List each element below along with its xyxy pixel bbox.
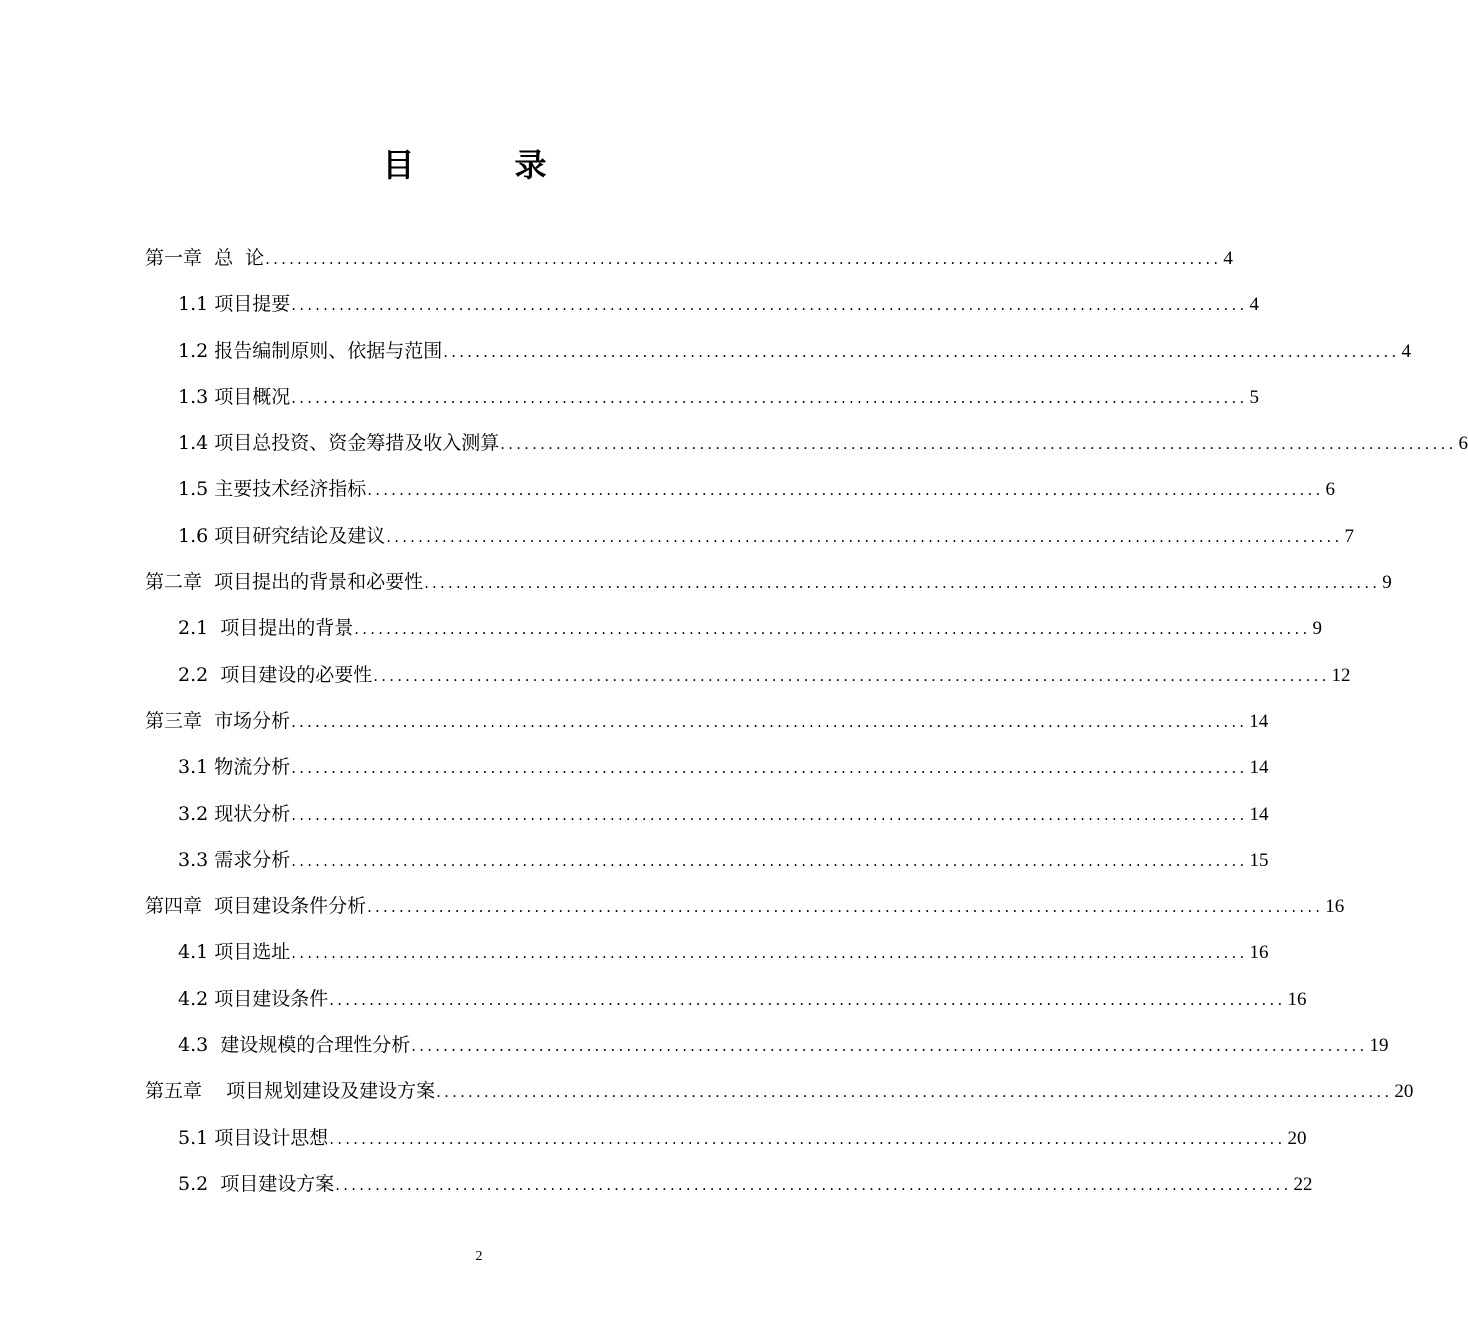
toc-section-entry[interactable]: [145, 1120, 1307, 1166]
toc-section-entry[interactable]: [145, 610, 1322, 656]
toc-entry-label: 3.3 需求分析: [178, 848, 291, 871]
toc-dot-leader: ........................................................................................................................: [265, 250, 1222, 268]
toc-entry-label: 2.1 项目提出的背景: [178, 617, 354, 640]
toc-entry-page: 15: [1249, 849, 1269, 871]
toc-entry-label: 第五章 项目规划建设及建设方案: [145, 1080, 436, 1103]
toc-chapter-entry[interactable]: [145, 888, 1345, 934]
toc-entry-label: 1.1 项目提要: [178, 293, 291, 316]
toc-entry-label: 1.5 主要技术经济指标: [178, 478, 367, 501]
toc-entry-page: 20: [1287, 1127, 1307, 1149]
toc-section-entry[interactable]: [145, 333, 1411, 379]
toc-section-entry[interactable]: [145, 842, 1269, 888]
toc-dot-leader: ........................................................................................................................: [291, 712, 1248, 731]
toc-entry-page: 9: [1312, 618, 1322, 640]
toc-entry-label: 5.2 项目建设方案: [178, 1172, 335, 1195]
page-number: 2: [475, 1249, 483, 1264]
toc-dot-leader: ........................................................................................................................: [443, 342, 1400, 361]
toc-section-entry[interactable]: [145, 657, 1351, 703]
toc-section-entry[interactable]: [145, 934, 1269, 980]
toc-entry-label: 第四章 项目建设条件分析: [145, 895, 367, 918]
toc-chapter-entry[interactable]: [145, 564, 1392, 610]
toc-dot-leader: ........................................................................................................................: [373, 666, 1330, 685]
toc-entry-label: 5.1 项目设计思想: [178, 1126, 329, 1149]
toc-dot-leader: ........................................................................................................................: [386, 527, 1343, 546]
toc-section-entry[interactable]: [145, 518, 1354, 564]
toc-entry-page: 4: [1249, 294, 1259, 316]
toc-dot-leader: ........................................................................................................................: [329, 990, 1286, 1009]
toc-entry-page: 14: [1249, 710, 1269, 732]
toc-entry-page: 5: [1249, 386, 1259, 408]
toc-entry-label: 4.3 建设规模的合理性分析: [178, 1034, 411, 1057]
toc-section-entry[interactable]: [145, 379, 1259, 425]
toc-entry-page: 4: [1223, 248, 1233, 269]
toc-section-entry[interactable]: [145, 1027, 1389, 1073]
toc-entry-label: 4.1 项目选址: [178, 941, 291, 964]
toc-entry-label: 3.1 物流分析: [178, 756, 291, 779]
toc-section-entry[interactable]: [145, 471, 1335, 517]
toc-dot-leader: ........................................................................................................................: [291, 296, 1248, 315]
toc-dot-leader: ........................................................................................................................: [335, 1175, 1292, 1194]
toc-chapter-entry[interactable]: [145, 1073, 1414, 1119]
toc-entry-page: 19: [1369, 1035, 1389, 1057]
toc-entry-label: 1.4 项目总投资、资金筹措及收入测算: [178, 432, 500, 455]
toc-dot-leader: ........................................................................................................................: [354, 620, 1311, 639]
toc-chapter-entry[interactable]: [145, 240, 1233, 286]
toc-entry-label: 2.2 项目建设的必要性: [178, 663, 373, 686]
toc-section-entry[interactable]: [145, 796, 1269, 842]
toc-entry-label: 1.3 项目概况: [178, 385, 291, 408]
toc-entry-label: 1.2 报告编制原则、依据与范围: [178, 339, 443, 362]
toc-entry-page: 22: [1293, 1173, 1313, 1195]
toc-dot-leader: ........................................................................................................................: [367, 898, 1324, 917]
toc-dot-leader: ........................................................................................................................: [291, 944, 1248, 963]
toc-dot-leader: ........................................................................................................................: [291, 805, 1248, 824]
toc-section-entry[interactable]: [145, 425, 1468, 471]
toc-entry-label: 第三章 市场分析: [145, 709, 291, 732]
toc-entry-label: 4.2 项目建设条件: [178, 987, 329, 1010]
toc-entry-page: 14: [1249, 803, 1269, 825]
toc-entry-label: 3.2 现状分析: [178, 802, 291, 825]
toc-entry-page: 7: [1344, 525, 1354, 547]
table-of-contents: [145, 240, 1468, 1212]
toc-entry-page: 9: [1382, 572, 1392, 594]
toc-dot-leader: ........................................................................................................................: [291, 759, 1248, 778]
toc-section-entry[interactable]: [145, 286, 1259, 332]
toc-dot-leader: ........................................................................................................................: [329, 1129, 1286, 1148]
toc-dot-leader: ........................................................................................................................: [424, 574, 1381, 593]
toc-entry-page: 14: [1249, 757, 1269, 779]
toc-dot-leader: ........................................................................................................................: [500, 435, 1457, 454]
toc-dot-leader: ........................................................................................................................: [291, 388, 1248, 407]
toc-section-entry[interactable]: [145, 1166, 1313, 1212]
toc-dot-leader: ........................................................................................................................: [367, 481, 1324, 500]
toc-entry-page: 6: [1325, 479, 1335, 501]
toc-entry-page: 4: [1401, 340, 1411, 362]
toc-entry-label: 第一章 总 论: [145, 247, 265, 269]
toc-entry-page: 16: [1287, 988, 1307, 1010]
toc-entry-page: 20: [1394, 1081, 1414, 1103]
toc-dot-leader: ........................................................................................................................: [436, 1083, 1393, 1102]
toc-entry-page: 16: [1249, 942, 1269, 964]
toc-entry-page: 16: [1325, 896, 1345, 918]
toc-dot-leader: ........................................................................................................................: [411, 1037, 1368, 1056]
toc-entry-page: 12: [1331, 664, 1351, 686]
toc-chapter-entry[interactable]: [145, 703, 1269, 749]
toc-dot-leader: ........................................................................................................................: [291, 851, 1248, 870]
toc-entry-page: 6: [1458, 433, 1468, 455]
toc-title: 目 录: [382, 146, 581, 184]
toc-entry-label: 第二章 项目提出的背景和必要性: [145, 571, 424, 594]
toc-section-entry[interactable]: [145, 749, 1269, 795]
toc-section-entry[interactable]: [145, 981, 1307, 1027]
toc-entry-label: 1.6 项目研究结论及建议: [178, 524, 386, 547]
